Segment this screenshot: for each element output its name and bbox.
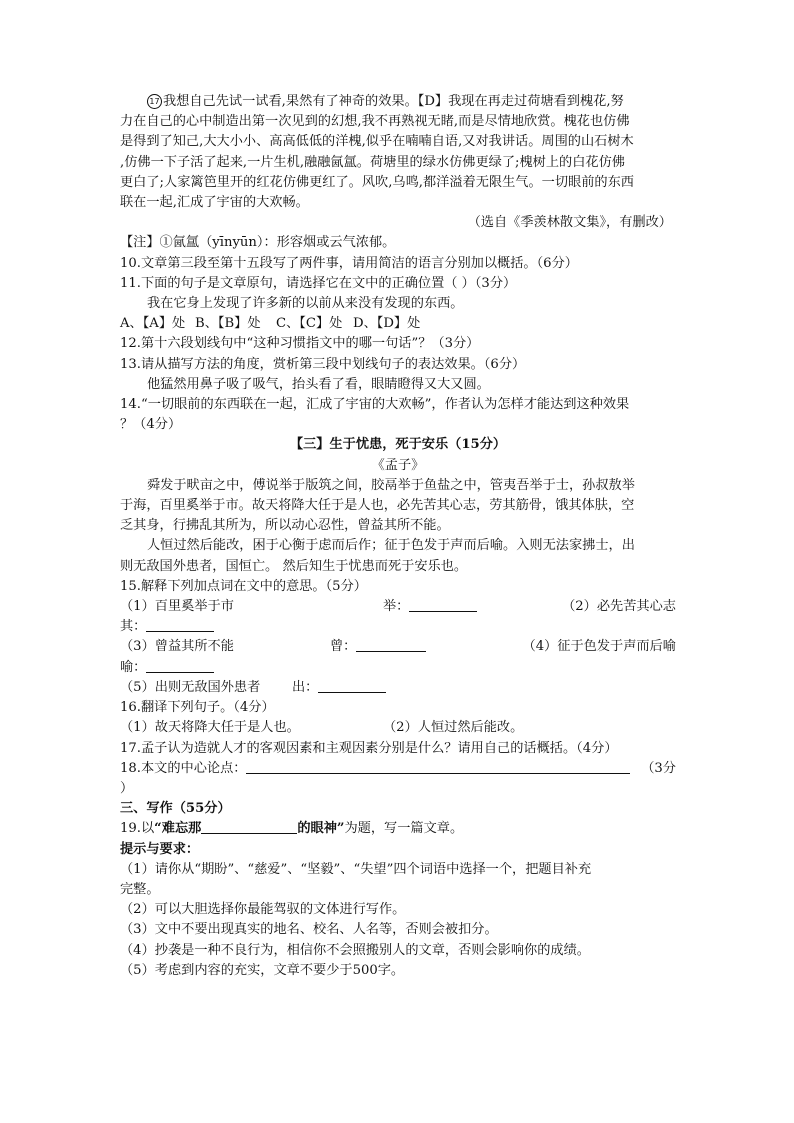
question-14-line-2: ？（4分） — [120, 417, 182, 433]
q15-item-3: （3）曾益其所不能 — [120, 639, 234, 655]
tip-4: （4）抄袭是一种不良行为，相信你不会照搬别人的文章，否则会影响你的成绩。 — [120, 942, 590, 958]
q15-item-3-word: 曾： — [330, 639, 357, 655]
tip-1-line-1: （1）请你从“期盼”、“慈爱”、“坚毅”、“失望”四个词语中选择一个，把题目补充 — [120, 861, 592, 877]
answer-blank[interactable] — [146, 617, 214, 632]
question-10: 10.文章第三段至第十五段写了两件事，请用简洁的语言分别加以概括。（6分） — [120, 255, 578, 271]
writing-heading: 三、写作（55分） — [120, 801, 231, 817]
question-15: 15.解释下列加点词在文中的意思。（5分） — [120, 578, 367, 594]
question-11-sentence: 我在它身上发现了许多新的以前从来没有发现的东西。 — [147, 296, 464, 312]
q15-item-5: （5）出则无敌国外患者 — [120, 679, 261, 695]
q15-item-4: （4）征于色发于声而后喻 — [522, 639, 676, 655]
central-argument-blank[interactable] — [246, 759, 630, 774]
paragraph-17-line-6: 联在一起,汇成了宇宙的大欢畅。 — [120, 195, 309, 211]
question-18: 18.本文的中心论点： — [120, 760, 247, 776]
question-13: 13.请从描写方法的角度，赏析第三段中划线句子的表达效果。（6分） — [120, 356, 526, 372]
question-16-items — [120, 718, 676, 738]
exam-page — [120, 92, 676, 981]
option-d: D、【D】处 — [353, 316, 421, 332]
source-citation: （选自《季羡林散文集》，有删改） — [467, 215, 672, 231]
question-18-row — [120, 759, 676, 779]
classical-text-line-1: 舜发于畎亩之中，傅说举于版筑之间，胶鬲举于鱼盐之中，管夷吾举于士，孙叔敖举 — [147, 477, 635, 493]
footnote: 【注】①氤氲（yīnyūn）：形容烟或云气浓郁。 — [120, 235, 396, 251]
question-15-item-3-row — [120, 637, 676, 657]
paragraph-number-circle: 17 — [147, 94, 162, 109]
question-12: 12.第十六段划线句中“这种习惯指文中的哪一句话”？（3分） — [120, 336, 480, 352]
question-11-options — [120, 314, 676, 334]
q15-item-2-word: 其： — [120, 619, 147, 635]
tips-heading: 提示与要求： — [120, 841, 200, 857]
essay-title-part-2: 的眼神” — [297, 821, 345, 837]
tip-3: （3）文中不要出现真实的地名、校名、人名等，否则会被扣分。 — [120, 922, 498, 938]
question-14-line-1: 14.“一切眼前的东西联在一起，汇成了宇宙的大欢畅”，作者认为怎样才能达到这种效果 — [120, 397, 630, 413]
paragraph-17-line-4: ,仿佛一下子活了起来,一片生机,融融氤氲。荷塘里的绿水仿佛更绿了;槐树上的白花仿佛 — [120, 154, 625, 170]
paragraph-17-line-1: 17 我想自己先试一试看,果然有了神奇的效果。【D】我现在再走过荷塘看到槐花,努 — [120, 92, 676, 112]
option-c: C、【C】处 — [276, 316, 343, 332]
answer-blank[interactable] — [409, 597, 477, 612]
classical-text-line-5: 则无敌国外患者，国恒亡。 然后知生于忧患而死于安乐也。 — [120, 558, 468, 574]
paragraph-17-line-3: 是得到了知己,大大小小、高高低低的洋槐,似乎在喃喃自语,又对我讲话。周围的山石树木 — [120, 134, 634, 150]
question-15-item-5-row — [120, 678, 676, 698]
q15-item-1: （1）百里奚举于市 — [120, 599, 234, 615]
question-19: 19.以“难忘那 的眼神”为题，写一篇文章。 — [120, 821, 464, 837]
option-b: B、【B】处 — [195, 316, 261, 332]
q15-item-2: （2）必先苦其心志 — [562, 599, 676, 615]
answer-blank[interactable] — [146, 658, 214, 673]
section-3-title: 【三】生于忧患，死于安乐（15分） — [289, 437, 507, 453]
question-16: 16.翻译下列句子。（4分） — [120, 700, 275, 716]
q15-item-1-word: 举： — [383, 599, 410, 615]
classical-text-line-3: 乏其身，行拂乱其所为，所以动心忍性，曾益其所不能。 — [120, 518, 450, 534]
question-11: 11.下面的句子是文章原句，请选择它在文中的正确位置（ ）（3分） — [120, 275, 517, 291]
answer-blank[interactable] — [356, 637, 426, 652]
paragraph-17-line-5: 更白了;人家篱笆里开的红花仿佛更红了。风吹,乌鸣,都洋溢着无限生气。一切眼前的东西 — [120, 174, 634, 190]
option-a: A、【A】处 — [120, 316, 186, 332]
essay-title-blank[interactable] — [201, 819, 297, 834]
q15-item-5-word: 出： — [292, 679, 319, 695]
question-18-score-close: ） — [120, 780, 134, 796]
section-3-author: 《孟子》 — [371, 457, 425, 473]
paragraph-17-line-2: 力在自己的心中制造出第一次见到的幻想,我不再熟视无睹,而是尽情地欣赏。槐花也仿佛 — [120, 114, 630, 130]
tip-5: （5）考虑到内容的充实，文章不要少于500字。 — [120, 962, 405, 978]
q16-item-1: （1）故天将降大任于是人也。 — [120, 720, 300, 736]
question-15-item-2-row — [120, 617, 676, 637]
answer-blank[interactable] — [318, 678, 386, 693]
question-13-sentence: 他猛然用鼻子吸了吸气，抬头看了看，眼睛瞪得又大又圆。 — [147, 376, 490, 392]
question-15-item-4-row — [120, 658, 676, 678]
tip-1-line-2: 完整。 — [120, 881, 160, 897]
q15-item-4-word: 喻： — [120, 659, 147, 675]
question-17: 17.孟子认为造就人才的客观因素和主观因素分别是什么？请用自己的话概括。（4分） — [120, 740, 618, 756]
classical-text-line-4: 人恒过然后能改，困于心衡于虑而后作；征于色发于声而后喻。入则无法家拂士，出 — [147, 538, 635, 554]
question-15-item-1-row — [120, 597, 676, 617]
essay-title-part-1: “难忘那 — [154, 821, 202, 837]
classical-text-line-2: 于海，百里奚举于市。故天将降大任于是人也，必先苦其心志，劳其筋骨，饿其体肤，空 — [120, 498, 635, 514]
tip-2: （2）可以大胆选择你最能驾驭的文体进行写作。 — [120, 902, 406, 918]
q16-item-2: （2）人恒过然后能改。 — [383, 720, 524, 736]
q18-score: （3分 — [641, 760, 676, 776]
